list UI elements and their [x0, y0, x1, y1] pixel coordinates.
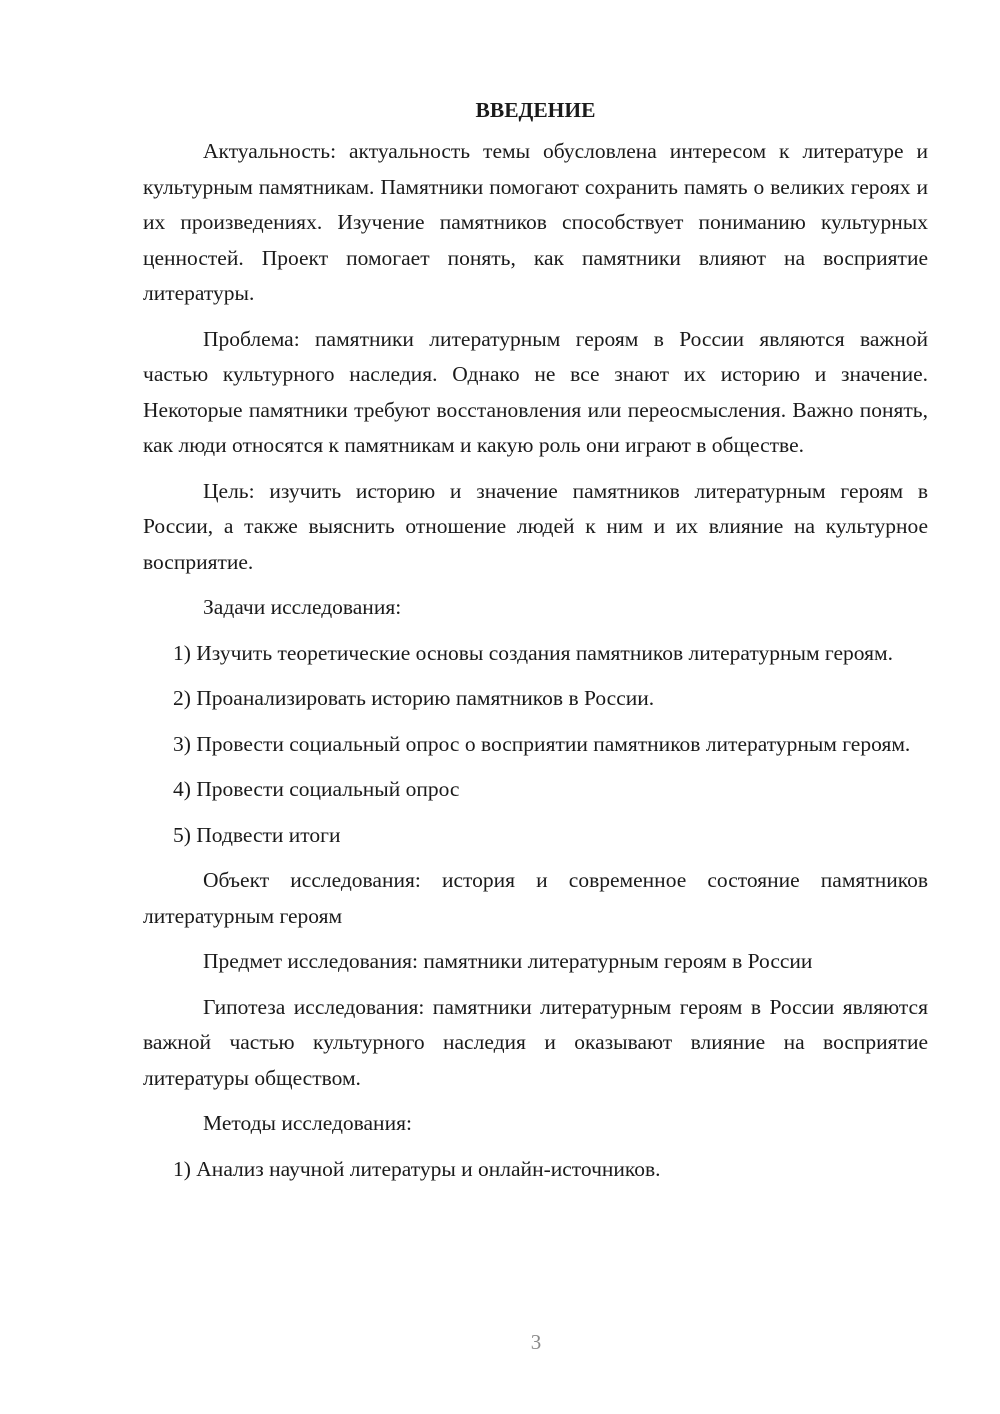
paragraph-subject: Предмет исследования: памятники литературным героям в России — [203, 949, 813, 973]
document-page — [143, 96, 928, 1197]
task-item-3: 3) Провести социальный опрос о восприятии памятников литературным героям. — [173, 731, 911, 756]
task-item-2: 2) Проанализировать историю памятников в России. — [173, 686, 655, 710]
task-item-4: 4) Провести социальный опрос — [173, 777, 460, 801]
paragraph-problem: Проблема: памятники литературным героям в России являются важной частью культурного наследия. Однако не все знают их историю и значение. Некоторые памятники требуют восстановления или переосмысления. Важно понять, как люди относятся к памятникам и какую роль они играют в обществе. — [143, 326, 928, 457]
task-item-5: 5) Подвести итоги — [173, 822, 341, 847]
task-item-1: 1) Изучить теоретические основы создания памятников литературным героям. — [173, 640, 893, 665]
section-heading: ВВЕДЕНИЕ — [475, 98, 596, 122]
paragraph-relevance: Актуальность: актуальность темы обусловлена интересом к литературе и культурным памятникам. Памятники помогают сохранить память о великих героях и их произведениях. Изучение памятников способствует пониманию культурных ценностей. Проект помогает понять, как памятники влияют на восприятие литературы. — [143, 139, 928, 305]
method-item-1: 1) Анализ научной литературы и онлайн-источников. — [173, 1156, 661, 1181]
paragraph-methods-title: Методы исследования: — [203, 1111, 412, 1135]
page-number: 3 — [530, 1330, 542, 1354]
paragraph-tasks-title: Задачи исследования: — [203, 595, 402, 619]
paragraph-goal: Цель: изучить историю и значение памятников литературным героям в России, а также выяснить отношение людей к ним и их влияние на культурное восприятие. — [143, 478, 928, 574]
paragraph-object: Объект исследования: история и современное состояние памятников литературным героям — [143, 868, 928, 928]
paragraph-hypothesis: Гипотеза исследования: памятники литературным героям в России являются важной частью культурного наследия и оказывают влияние на восприятие литературы обществом. — [143, 994, 928, 1090]
